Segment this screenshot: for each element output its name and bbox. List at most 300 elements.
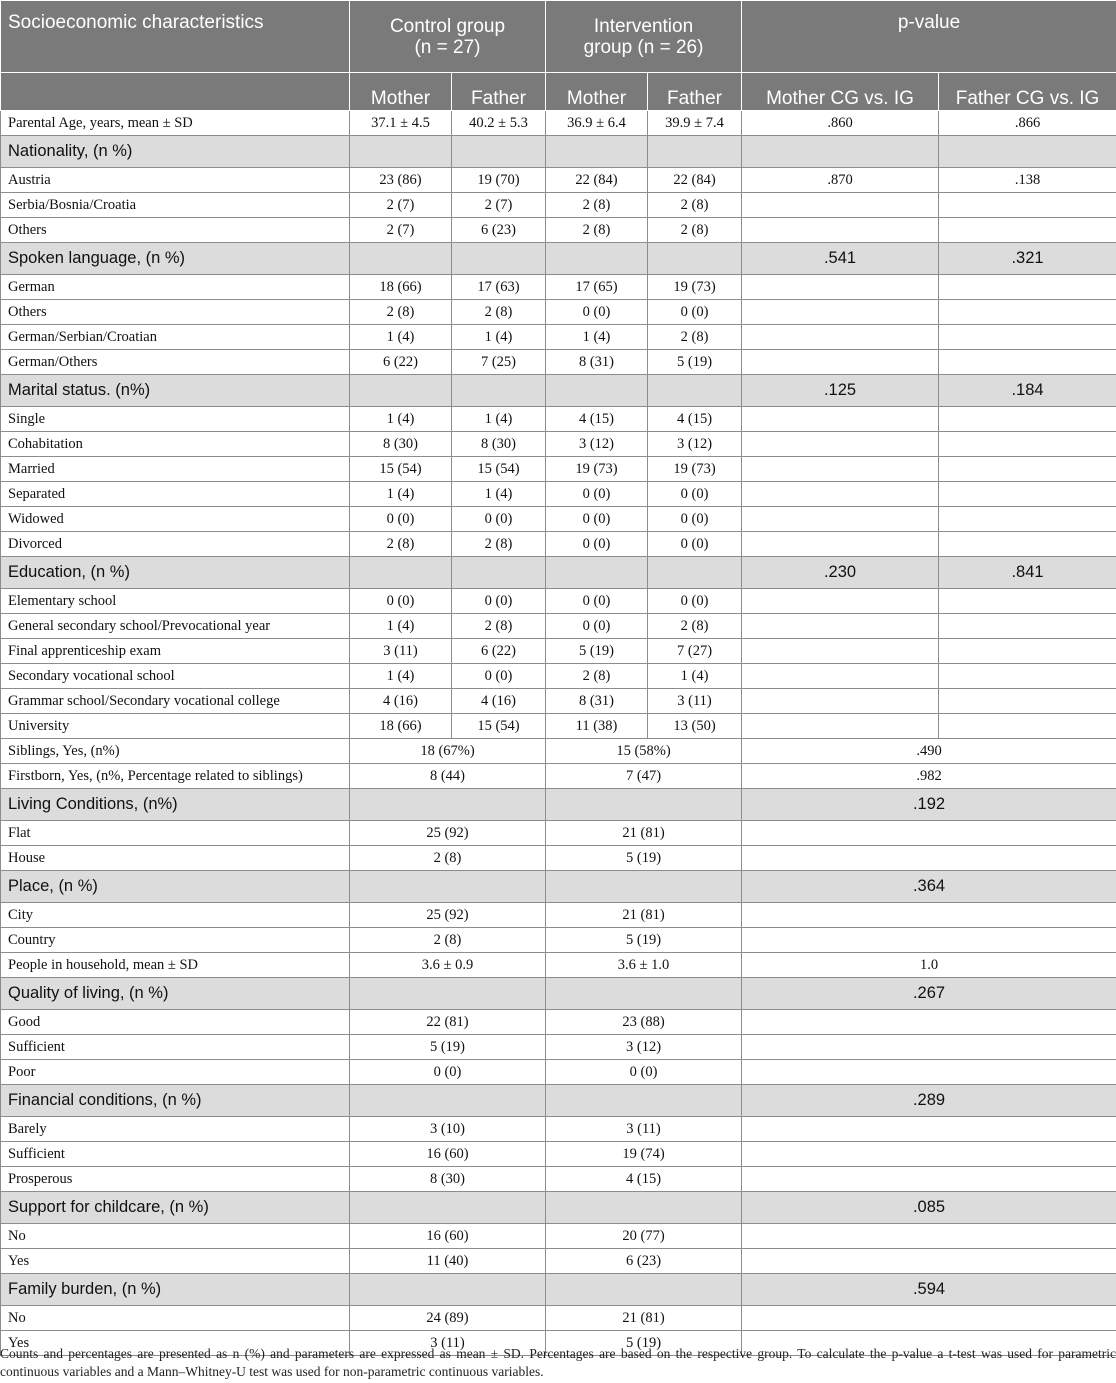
cell-pvalue: .594 (742, 1274, 1116, 1306)
table-header (1, 1, 1116, 111)
cell-cg-mother: 1 (4) (350, 325, 452, 350)
cell-ig-mother: 0 (0) (546, 532, 648, 557)
cell-p-mother (742, 407, 939, 432)
cell-cg-father: 1 (4) (452, 407, 546, 432)
row-label: Austria (1, 168, 350, 193)
cell-pvalue (742, 1167, 1116, 1192)
table-row (1, 1035, 1116, 1060)
cell-control-group: 0 (0) (350, 1060, 546, 1085)
table-row (1, 1060, 1116, 1085)
row-label: German/Others (1, 350, 350, 375)
cell-p-father: .841 (939, 557, 1116, 589)
cell-p-father (939, 589, 1116, 614)
cell-control-group: 3 (11) (350, 1331, 546, 1356)
row-label: Siblings, Yes, (n%) (1, 739, 350, 764)
section-row (1, 978, 1116, 1010)
cell-p-father (939, 350, 1116, 375)
section-row (1, 789, 1116, 821)
cell-ig-father: 39.9 ± 7.4 (648, 111, 742, 136)
row-label: Sufficient (1, 1035, 350, 1060)
row-label: General secondary school/Prevocational year (1, 614, 350, 639)
cell-empty (546, 789, 742, 821)
table-row (1, 664, 1116, 689)
cell-p-father (939, 507, 1116, 532)
table-row (1, 407, 1116, 432)
cell-pvalue (742, 1117, 1116, 1142)
header-intervention-group-title: Intervention (593, 15, 694, 37)
table-row (1, 111, 1116, 136)
header-cg-father: Father (452, 73, 546, 111)
cell-p-mother (742, 532, 939, 557)
cell-p-father (939, 407, 1116, 432)
cell-p-mother (742, 507, 939, 532)
cell-p-mother (742, 325, 939, 350)
cell-p-mother (742, 639, 939, 664)
cell-empty (546, 1085, 742, 1117)
table-row (1, 614, 1116, 639)
cell-cg-mother: 1 (4) (350, 614, 452, 639)
table-row (1, 325, 1116, 350)
cell-pvalue: .289 (742, 1085, 1116, 1117)
cell-cg-father: 0 (0) (452, 664, 546, 689)
header-ig-father: Father (648, 73, 742, 111)
header-control-group-n: (n = 27) (414, 36, 481, 58)
table-row (1, 168, 1116, 193)
table-row (1, 1010, 1116, 1035)
cell-cg-mother: 18 (66) (350, 275, 452, 300)
table-row (1, 218, 1116, 243)
cell-ig-mother: 2 (8) (546, 664, 648, 689)
cell-p-mother (742, 350, 939, 375)
cell-cg-father: 1 (4) (452, 325, 546, 350)
cell-empty (648, 557, 742, 589)
table-row (1, 1224, 1116, 1249)
row-label: Sufficient (1, 1142, 350, 1167)
cell-ig-mother: 4 (15) (546, 407, 648, 432)
cell-cg-father: 2 (8) (452, 532, 546, 557)
header-empty (1, 73, 350, 111)
cell-p-mother: .230 (742, 557, 939, 589)
cell-empty (546, 557, 648, 589)
row-label: No (1, 1224, 350, 1249)
header-control-group (350, 1, 546, 73)
section-label: Living Conditions, (n%) (1, 789, 350, 821)
cell-empty (350, 978, 546, 1010)
cell-cg-mother: 1 (4) (350, 407, 452, 432)
cell-pvalue (742, 1306, 1116, 1331)
cell-p-mother: .860 (742, 111, 939, 136)
row-label: Good (1, 1010, 350, 1035)
table-row (1, 903, 1116, 928)
cell-pvalue: .192 (742, 789, 1116, 821)
cell-control-group: 2 (8) (350, 928, 546, 953)
row-label: Single (1, 407, 350, 432)
cell-p-father (939, 664, 1116, 689)
cell-control-group: 24 (89) (350, 1306, 546, 1331)
cell-ig-mother: 0 (0) (546, 614, 648, 639)
cell-p-mother (742, 614, 939, 639)
cell-p-father: .184 (939, 375, 1116, 407)
cell-pvalue: .364 (742, 871, 1116, 903)
row-label: Separated (1, 482, 350, 507)
section-label: Family burden, (n %) (1, 1274, 350, 1306)
cell-pvalue (742, 1035, 1116, 1060)
cell-intervention-group: 21 (81) (546, 903, 742, 928)
cell-p-father (939, 275, 1116, 300)
cell-p-mother: .125 (742, 375, 939, 407)
section-label: Education, (n %) (1, 557, 350, 589)
table-row (1, 350, 1116, 375)
cell-ig-father: 3 (12) (648, 432, 742, 457)
row-label: Parental Age, years, mean ± SD (1, 111, 350, 136)
cell-ig-father: 0 (0) (648, 507, 742, 532)
cell-cg-father: 2 (8) (452, 614, 546, 639)
cell-cg-mother: 2 (8) (350, 300, 452, 325)
section-label: Spoken language, (n %) (1, 243, 350, 275)
header-characteristics: Socioeconomic characteristics (1, 1, 350, 73)
cell-p-mother: .541 (742, 243, 939, 275)
row-label: People in household, mean ± SD (1, 953, 350, 978)
cell-pvalue (742, 1060, 1116, 1085)
section-label: Place, (n %) (1, 871, 350, 903)
section-row (1, 243, 1116, 275)
cell-cg-mother: 15 (54) (350, 457, 452, 482)
table-row (1, 457, 1116, 482)
cell-empty (546, 136, 648, 168)
cell-p-mother (742, 193, 939, 218)
cell-p-father (939, 457, 1116, 482)
cell-ig-mother: 8 (31) (546, 689, 648, 714)
cell-ig-father: 19 (73) (648, 457, 742, 482)
cell-intervention-group: 20 (77) (546, 1224, 742, 1249)
cell-control-group: 11 (40) (350, 1249, 546, 1274)
cell-ig-father: 4 (15) (648, 407, 742, 432)
row-label: German (1, 275, 350, 300)
section-row (1, 1274, 1116, 1306)
table-row (1, 639, 1116, 664)
cell-p-mother (742, 300, 939, 325)
cell-ig-mother: 8 (31) (546, 350, 648, 375)
cell-empty (350, 1274, 546, 1306)
cell-p-father: .138 (939, 168, 1116, 193)
cell-empty (350, 871, 546, 903)
cell-p-mother (742, 136, 939, 168)
cell-p-father (939, 639, 1116, 664)
cell-pvalue: .490 (742, 739, 1116, 764)
cell-p-father (939, 325, 1116, 350)
cell-empty (350, 557, 452, 589)
section-row (1, 871, 1116, 903)
cell-cg-mother: 2 (7) (350, 218, 452, 243)
cell-intervention-group: 5 (19) (546, 846, 742, 871)
row-label: Cohabitation (1, 432, 350, 457)
cell-empty (350, 1085, 546, 1117)
header-father-cg-vs-ig: Father CG vs. IG (939, 73, 1116, 111)
cell-pvalue (742, 1010, 1116, 1035)
cell-pvalue (742, 1224, 1116, 1249)
cell-pvalue (742, 903, 1116, 928)
cell-ig-father: 3 (11) (648, 689, 742, 714)
cell-empty (546, 1274, 742, 1306)
row-label: Poor (1, 1060, 350, 1085)
cell-ig-father: 22 (84) (648, 168, 742, 193)
row-label: Flat (1, 821, 350, 846)
cell-p-mother (742, 689, 939, 714)
cell-p-father (939, 482, 1116, 507)
cell-ig-mother: 3 (12) (546, 432, 648, 457)
cell-ig-father: 2 (8) (648, 218, 742, 243)
cell-ig-father: 13 (50) (648, 714, 742, 739)
header-pvalue: p-value (742, 1, 1116, 73)
cell-control-group: 8 (44) (350, 764, 546, 789)
cell-cg-father: 2 (7) (452, 193, 546, 218)
cell-cg-mother: 2 (8) (350, 532, 452, 557)
cell-cg-mother: 2 (7) (350, 193, 452, 218)
table-row (1, 846, 1116, 871)
row-label: University (1, 714, 350, 739)
cell-cg-father: 17 (63) (452, 275, 546, 300)
cell-p-father (939, 300, 1116, 325)
cell-cg-father: 15 (54) (452, 714, 546, 739)
row-label: Serbia/Bosnia/Croatia (1, 193, 350, 218)
table-row (1, 193, 1116, 218)
cell-empty (350, 789, 546, 821)
cell-p-father: .321 (939, 243, 1116, 275)
cell-p-father (939, 218, 1116, 243)
cell-cg-mother: 4 (16) (350, 689, 452, 714)
cell-intervention-group: 6 (23) (546, 1249, 742, 1274)
table-row (1, 953, 1116, 978)
cell-p-father (939, 193, 1116, 218)
cell-control-group: 18 (67%) (350, 739, 546, 764)
cell-ig-father: 2 (8) (648, 193, 742, 218)
table-row (1, 1249, 1116, 1274)
cell-empty (546, 978, 742, 1010)
table-row (1, 1142, 1116, 1167)
section-row (1, 1192, 1116, 1224)
row-label: Grammar school/Secondary vocational college (1, 689, 350, 714)
cell-intervention-group: 3 (12) (546, 1035, 742, 1060)
row-label: City (1, 903, 350, 928)
cell-control-group: 16 (60) (350, 1142, 546, 1167)
section-label: Marital status. (n%) (1, 375, 350, 407)
cell-intervention-group: 4 (15) (546, 1167, 742, 1192)
cell-control-group: 3 (10) (350, 1117, 546, 1142)
row-label: Country (1, 928, 350, 953)
header-intervention-group (546, 1, 742, 73)
cell-p-father (939, 689, 1116, 714)
cell-ig-father: 0 (0) (648, 532, 742, 557)
cell-control-group: 22 (81) (350, 1010, 546, 1035)
row-label: Others (1, 300, 350, 325)
cell-intervention-group: 0 (0) (546, 1060, 742, 1085)
table-row (1, 689, 1116, 714)
cell-control-group: 5 (19) (350, 1035, 546, 1060)
cell-cg-mother: 18 (66) (350, 714, 452, 739)
cell-cg-father: 8 (30) (452, 432, 546, 457)
cell-p-father: .866 (939, 111, 1116, 136)
cell-cg-father: 19 (70) (452, 168, 546, 193)
cell-ig-mother: 2 (8) (546, 218, 648, 243)
table-row (1, 1306, 1116, 1331)
cell-cg-mother: 1 (4) (350, 482, 452, 507)
cell-cg-father: 2 (8) (452, 300, 546, 325)
row-label: Final apprenticeship exam (1, 639, 350, 664)
section-label: Quality of living, (n %) (1, 978, 350, 1010)
cell-p-father (939, 614, 1116, 639)
row-label: Barely (1, 1117, 350, 1142)
cell-empty (648, 375, 742, 407)
cell-empty (350, 375, 452, 407)
header-ig-mother: Mother (546, 73, 648, 111)
table-row (1, 714, 1116, 739)
cell-ig-father: 7 (27) (648, 639, 742, 664)
cell-empty (452, 375, 546, 407)
header-cg-mother: Mother (350, 73, 452, 111)
cell-p-mother (742, 457, 939, 482)
row-label: Yes (1, 1331, 350, 1356)
cell-ig-father: 0 (0) (648, 482, 742, 507)
cell-control-group: 25 (92) (350, 821, 546, 846)
row-label: Secondary vocational school (1, 664, 350, 689)
cell-p-mother (742, 714, 939, 739)
section-label: Nationality, (n %) (1, 136, 350, 168)
cell-cg-father: 7 (25) (452, 350, 546, 375)
cell-empty (546, 375, 648, 407)
cell-empty (350, 1192, 546, 1224)
cell-cg-father: 0 (0) (452, 589, 546, 614)
cell-pvalue (742, 821, 1116, 846)
cell-ig-father: 19 (73) (648, 275, 742, 300)
cell-empty (546, 243, 648, 275)
cell-ig-mother: 0 (0) (546, 300, 648, 325)
cell-cg-father: 6 (22) (452, 639, 546, 664)
cell-empty (452, 243, 546, 275)
table-row (1, 928, 1116, 953)
table-row (1, 589, 1116, 614)
section-row (1, 375, 1116, 407)
cell-cg-father: 40.2 ± 5.3 (452, 111, 546, 136)
cell-cg-mother: 37.1 ± 4.5 (350, 111, 452, 136)
cell-pvalue (742, 928, 1116, 953)
cell-empty (546, 871, 742, 903)
cell-ig-father: 1 (4) (648, 664, 742, 689)
row-label: Prosperous (1, 1167, 350, 1192)
cell-intervention-group: 15 (58%) (546, 739, 742, 764)
cell-ig-mother: 19 (73) (546, 457, 648, 482)
cell-ig-mother: 5 (19) (546, 639, 648, 664)
cell-pvalue: 1.0 (742, 953, 1116, 978)
row-label: Firstborn, Yes, (n%, Percentage related to siblings) (1, 764, 350, 789)
cell-ig-mother: 11 (38) (546, 714, 648, 739)
cell-control-group: 2 (8) (350, 846, 546, 871)
cell-p-father (939, 432, 1116, 457)
cell-cg-father: 6 (23) (452, 218, 546, 243)
cell-p-father (939, 714, 1116, 739)
cell-ig-mother: 22 (84) (546, 168, 648, 193)
table-row (1, 1117, 1116, 1142)
cell-cg-father: 0 (0) (452, 507, 546, 532)
section-label: Financial conditions, (n %) (1, 1085, 350, 1117)
cell-control-group: 8 (30) (350, 1167, 546, 1192)
section-label: Support for childcare, (n %) (1, 1192, 350, 1224)
cell-empty (648, 136, 742, 168)
section-row (1, 557, 1116, 589)
table-row (1, 275, 1116, 300)
cell-pvalue (742, 1142, 1116, 1167)
cell-empty (648, 243, 742, 275)
cell-cg-father: 1 (4) (452, 482, 546, 507)
cell-p-mother (742, 275, 939, 300)
cell-intervention-group: 21 (81) (546, 1306, 742, 1331)
table-row (1, 300, 1116, 325)
row-label: Yes (1, 1249, 350, 1274)
row-label: House (1, 846, 350, 871)
table-row (1, 432, 1116, 457)
cell-ig-father: 2 (8) (648, 614, 742, 639)
cell-intervention-group: 21 (81) (546, 821, 742, 846)
cell-p-mother (742, 589, 939, 614)
cell-cg-mother: 0 (0) (350, 507, 452, 532)
cell-ig-mother: 1 (4) (546, 325, 648, 350)
cell-empty (350, 243, 452, 275)
cell-ig-father: 0 (0) (648, 300, 742, 325)
cell-cg-mother: 6 (22) (350, 350, 452, 375)
cell-empty (452, 557, 546, 589)
table-row (1, 482, 1116, 507)
cell-empty (546, 1192, 742, 1224)
table-footnote: Counts and percentages are presented as n (%) and parameters are expressed as mean ± SD. Percentages are based on the respective group. To calculate the p-value a t-test was used for parametric continuous variables and a Mann–Whitney-U test was used for non-parametric continuous variables. (0, 1346, 1116, 1379)
cell-ig-mother: 2 (8) (546, 193, 648, 218)
cell-p-father (939, 532, 1116, 557)
table-row (1, 764, 1116, 789)
cell-p-mother (742, 218, 939, 243)
cell-cg-mother: 3 (11) (350, 639, 452, 664)
row-label: German/Serbian/Croatian (1, 325, 350, 350)
row-label: Widowed (1, 507, 350, 532)
section-row (1, 136, 1116, 168)
table-body (1, 111, 1116, 1356)
cell-cg-father: 15 (54) (452, 457, 546, 482)
section-row (1, 1085, 1116, 1117)
cell-pvalue: .982 (742, 764, 1116, 789)
cell-cg-mother: 1 (4) (350, 664, 452, 689)
cell-cg-mother: 0 (0) (350, 589, 452, 614)
cell-control-group: 16 (60) (350, 1224, 546, 1249)
cell-control-group: 3.6 ± 0.9 (350, 953, 546, 978)
header-control-group-title: Control group (389, 15, 506, 37)
cell-intervention-group: 5 (19) (546, 928, 742, 953)
row-label: Others (1, 218, 350, 243)
row-label: Divorced (1, 532, 350, 557)
cell-pvalue (742, 1249, 1116, 1274)
cell-cg-father: 4 (16) (452, 689, 546, 714)
table-row (1, 1167, 1116, 1192)
table-row (1, 507, 1116, 532)
cell-control-group: 25 (92) (350, 903, 546, 928)
cell-pvalue (742, 846, 1116, 871)
cell-cg-mother: 23 (86) (350, 168, 452, 193)
cell-ig-father: 0 (0) (648, 589, 742, 614)
cell-empty (452, 136, 546, 168)
table-row (1, 532, 1116, 557)
row-label: No (1, 1306, 350, 1331)
cell-p-mother (742, 432, 939, 457)
cell-intervention-group: 3 (11) (546, 1117, 742, 1142)
row-label: Married (1, 457, 350, 482)
cell-intervention-group: 3.6 ± 1.0 (546, 953, 742, 978)
cell-ig-mother: 36.9 ± 6.4 (546, 111, 648, 136)
